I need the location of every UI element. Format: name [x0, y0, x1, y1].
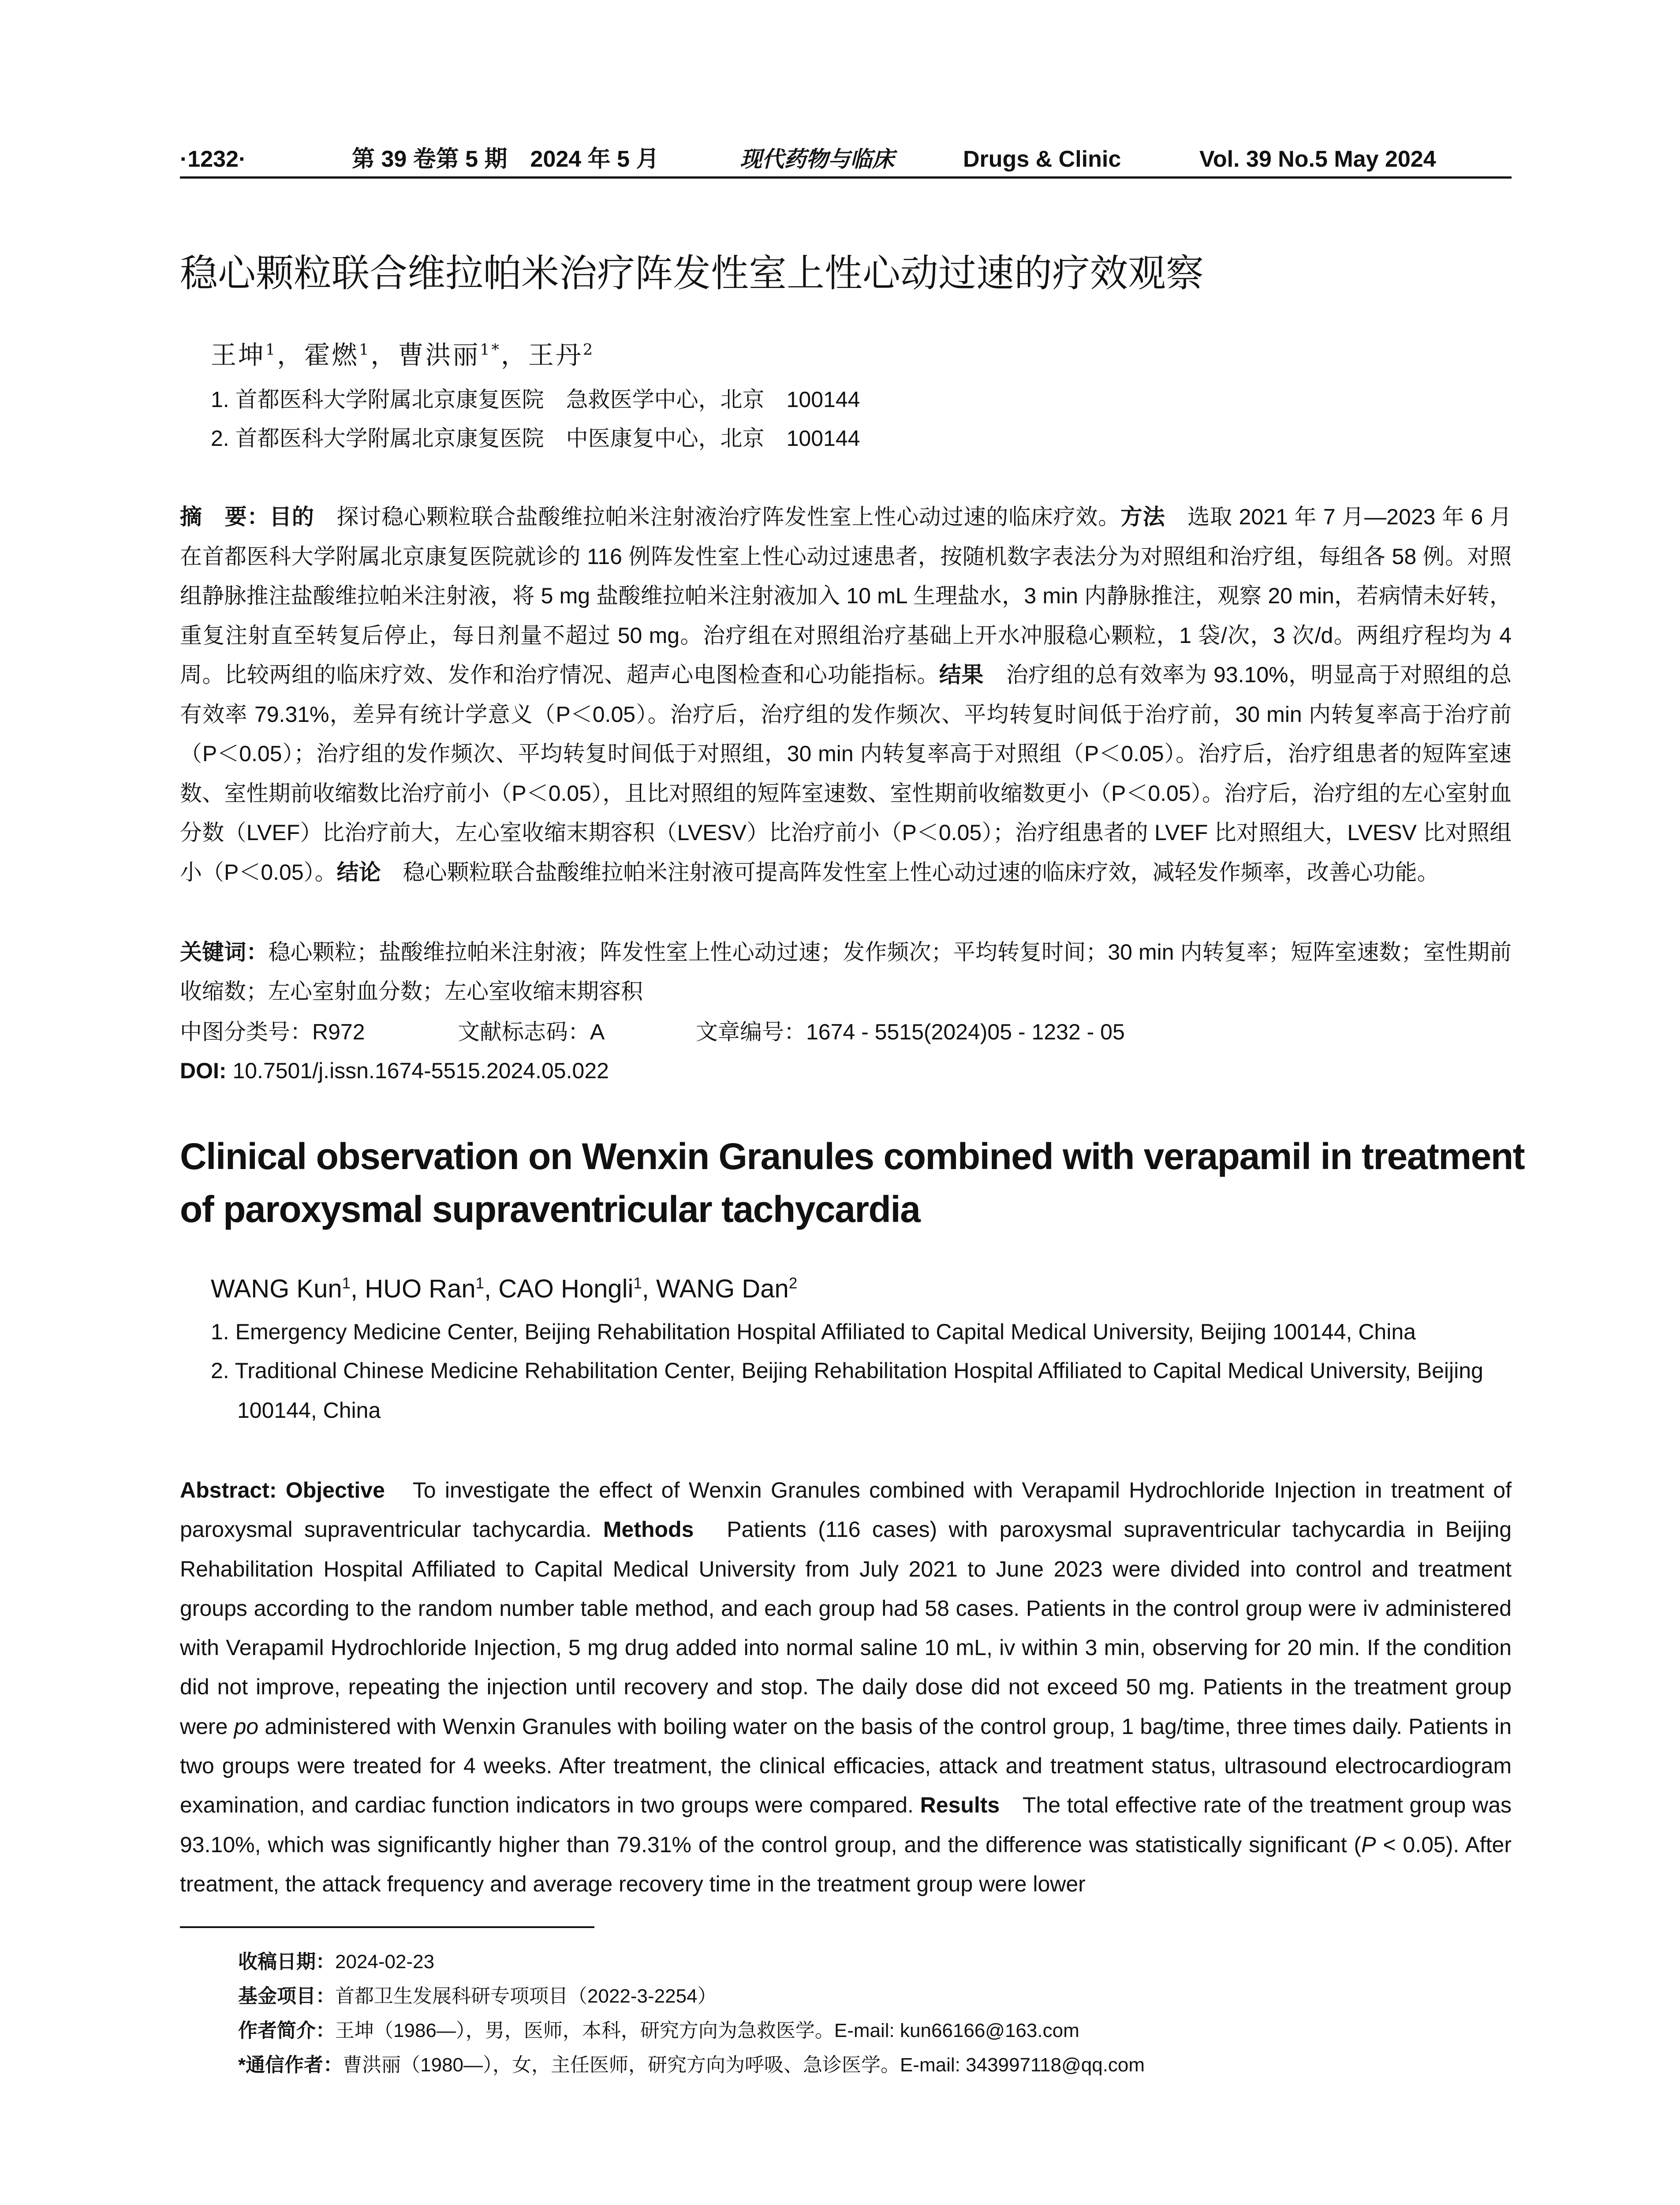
cn-methods-label: 方法 [1120, 505, 1165, 529]
article-id-label: 文章编号： [696, 1020, 806, 1044]
author-name: 王丹 [528, 340, 583, 370]
page-number: ·1232· [180, 146, 246, 172]
footnote-corresponding [238, 2048, 1517, 2082]
footnote-label: 作者简介： [238, 2020, 335, 2041]
document-code-label: 文献标志码： [458, 1020, 590, 1044]
en-authors [211, 1269, 797, 1309]
running-header [180, 140, 1512, 178]
cn-abstract [180, 497, 1512, 892]
cn-affiliation-2: 2. 首都医科大学附属北京康复医院 中医康复中心，北京 100144 [211, 426, 860, 451]
doi-label: DOI: [180, 1058, 227, 1083]
author-affil-mark: 1 [265, 341, 277, 359]
cn-keywords-label: 关键词： [180, 940, 269, 964]
en-methods-label: Methods [603, 1517, 694, 1542]
cn-conclusion-label: 结论 [336, 860, 381, 885]
footnote-label: 收稿日期： [238, 1951, 335, 1973]
en-abstract [180, 1471, 1512, 1904]
author-affil-mark: 1 [633, 1274, 642, 1292]
cn-keywords [180, 933, 1512, 1011]
clc-value: R972 [312, 1020, 365, 1044]
author-name: WANG Kun [211, 1274, 342, 1303]
en-methods-text-cont: administered with Wenxin Granules with boiling water on the basis of the control group, 1 bag/time, three times daily. Patients in two groups were treated for 4 weeks. After treatment, the clinical efficacies, attack and treatment status, ultrasound electrocardiogram examination, and cardiac function indicators in two groups were compared. [180, 1714, 1512, 1818]
en-objective-label: Objective [285, 1478, 385, 1502]
author-separator: , [484, 1274, 499, 1303]
cn-affiliation-1: 1. 首都医科大学附属北京康复医院 急救医学中心，北京 100144 [211, 387, 860, 412]
author-affil-mark: 1 [342, 1274, 351, 1292]
en-affiliation-1: 1. Emergency Medicine Center, Beijing Rehabilitation Hospital Affiliated to Capital Medical University, Beijing 100144, China [211, 1319, 1416, 1344]
author-name: CAO Hongli [498, 1274, 634, 1303]
footnote-text: 王坤（1986—），男，医师，本科，研究方向为急救医学。E-mail: kun66166@163.com [335, 2020, 1079, 2041]
footnote-text: 2024-02-23 [335, 1951, 435, 1973]
footnote-label: 基金项目： [238, 1985, 335, 2007]
en-objective-text: To investigate the effect of Wenxin Granules combined with Verapamil Hydrochloride Injection in treatment of paroxysmal supraventricular tachycardia. [180, 1478, 1512, 1542]
en-journal-name: Drugs & Clinic [963, 146, 1121, 172]
footnote-text: 首都卫生发展科研专项项目（2022-3-2254） [335, 1985, 717, 2007]
document-code-value: A [590, 1020, 605, 1044]
author-name: HUO Ran [365, 1274, 476, 1303]
clc-number [180, 1012, 365, 1052]
cn-results-label: 结果 [939, 662, 984, 687]
en-methods-po: po [234, 1714, 259, 1739]
cn-journal-name: 现代药物与临床 [740, 146, 894, 172]
cn-issue-info: 第 39 卷第 5 期 2024 年 5 月 [352, 146, 659, 172]
classification-line [180, 1012, 1512, 1052]
en-affiliation-2: 2. Traditional Chinese Medicine Rehabilitation Center, Beijing Rehabilitation Hospital Affiliated to Capital Medical University, Beijing 100144, China [211, 1358, 1483, 1423]
author-separator: , [642, 1274, 657, 1303]
cn-title: 稳心颗粒联合维拉帕米治疗阵发性室上性心动过速的疗效观察 [180, 252, 1204, 295]
author-separator: ， [370, 340, 398, 370]
cn-results-text: 治疗组的总有效率为 93.10%，明显高于对照组的总有效率 79.31%，差异有统计学意义（P＜0.05）。治疗后，治疗组的发作频次、平均转复时间低于治疗前，30 min 内转复率高于治疗前（P＜0.05）；治疗组的发作频次、平均转复时间低于对照组，30 min 内转复率高于对照组（P＜0.05）。治疗后，治疗组患者的短阵室速数、室性期前收缩数比治疗前小（P＜0.05），且比对照组的短阵室速数、室性期前收缩数更小（P＜0.05）。治疗后，治疗组的左心室射血分数（LVEF）比治疗前大，左心室收缩末期容积（LVESV）比治疗前小（P＜0.05）；治疗组患者的 LVEF 比对照组大，LVESV 比对照组小（P＜0.05）。 [180, 662, 1512, 885]
author-name: 曹洪丽 [398, 340, 480, 370]
author-affil-mark: 1* [480, 341, 501, 359]
en-abstract-label: Abstract: [180, 1478, 286, 1502]
footnotes [238, 1945, 1517, 2082]
en-issue-info: Vol. 39 No.5 May 2024 [1199, 146, 1436, 172]
header-rule [180, 176, 1512, 179]
en-methods-text: Patients (116 cases) with paroxysmal supraventricular tachycardia in Beijing Rehabilitation Hospital Affiliated to Capital Medical University from July 2021 to June 2023 were divided into control and treatment groups according to the random number table method, and each group had 58 cases. Patients in the control group were iv administered with Verapamil Hydrochloride Injection, 5 mg drug added into normal saline 10 mL, iv within 3 min, observing for 20 min. If the condition did not improve, repeating the injection until recovery and stop. The daily dose did not exceed 50 mg. Patients in the treatment group were [180, 1517, 1512, 1739]
footnote-author-bio [238, 2014, 1517, 2048]
author-affil-mark: 2 [582, 341, 595, 359]
en-results-label: Results [920, 1793, 1000, 1818]
cn-conclusion-text: 稳心颗粒联合盐酸维拉帕米注射液可提高阵发性室上性心动过速的临床疗效，减轻发作频率，改善心功能。 [381, 860, 1439, 885]
doi-line [180, 1051, 609, 1091]
en-results-text: The total effective rate of the treatment group was 93.10%, which was significantly higher than 79.31% of the control group, and the difference was statistically significant ( [180, 1793, 1512, 1857]
document-code [458, 1012, 605, 1052]
author-name: WANG Dan [656, 1274, 789, 1303]
cn-authors [211, 335, 594, 375]
author-name: 霍燃 [304, 340, 359, 370]
en-results-p: P [1361, 1832, 1376, 1857]
author-name: 王坤 [211, 340, 266, 370]
author-affil-mark: 1 [475, 1274, 484, 1292]
footnote-funding [238, 1979, 1517, 2014]
article-id-value: 1674 - 5515(2024)05 - 1232 - 05 [806, 1020, 1125, 1044]
author-affil-mark: 1 [359, 341, 371, 359]
author-separator: ， [277, 340, 305, 370]
author-separator: ， [500, 340, 528, 370]
cn-methods-text: 选取 2021 年 7 月—2023 年 6 月在首都医科大学附属北京康复医院就诊的 116 例阵发性室上性心动过速患者，按随机数字表法分为对照组和治疗组，每组各 58 例。对照组静脉推注盐酸维拉帕米注射液，将 5 mg 盐酸维拉帕米注射液加入 10 mL 生理盐水，3 min 内静脉推注，观察 20 min，若病情未好转，重复注射直至转复后停止，每日剂量不超过 50 mg。治疗组在对照组治疗基础上开水冲服稳心颗粒，1 袋/次，3 次/d。两组疗程均为 4 周。比较两组的临床疗效、发作和治疗情况、超声心电图检查和心功能指标。 [180, 505, 1512, 687]
author-affil-mark: 2 [788, 1274, 798, 1292]
en-title: Clinical observation on Wenxin Granules combined with verapamil in treatment of paroxysmal supraventricular tachycardia [180, 1136, 1525, 1230]
en-results-text-cont: < 0.05). After treatment, the attack frequency and average recovery time in the treatment group were lower [180, 1832, 1512, 1896]
footnote-received [238, 1945, 1517, 1979]
footnote-rule [180, 1926, 594, 1928]
cn-objective-text: 探讨稳心颗粒联合盐酸维拉帕米注射液治疗阵发性室上性心动过速的临床疗效。 [314, 505, 1120, 529]
footnote-label: *通信作者： [238, 2054, 343, 2076]
doi-value: 10.7501/j.issn.1674-5515.2024.05.022 [226, 1058, 609, 1083]
article-id [696, 1012, 1125, 1052]
cn-objective-label: 目的 [269, 505, 314, 529]
cn-abstract-label: 摘 要： [180, 505, 270, 529]
author-separator: , [350, 1274, 365, 1303]
clc-label: 中图分类号： [180, 1020, 312, 1044]
footnote-text: 曹洪丽（1980—），女，主任医师，研究方向为呼吸、急诊医学。E-mail: 343997118@qq.com [343, 2054, 1145, 2076]
cn-keywords-text: 稳心颗粒；盐酸维拉帕米注射液；阵发性室上性心动过速；发作频次；平均转复时间；30 min 内转复率；短阵室速数；室性期前收缩数；左心室射血分数；左心室收缩末期容积 [180, 940, 1512, 1004]
